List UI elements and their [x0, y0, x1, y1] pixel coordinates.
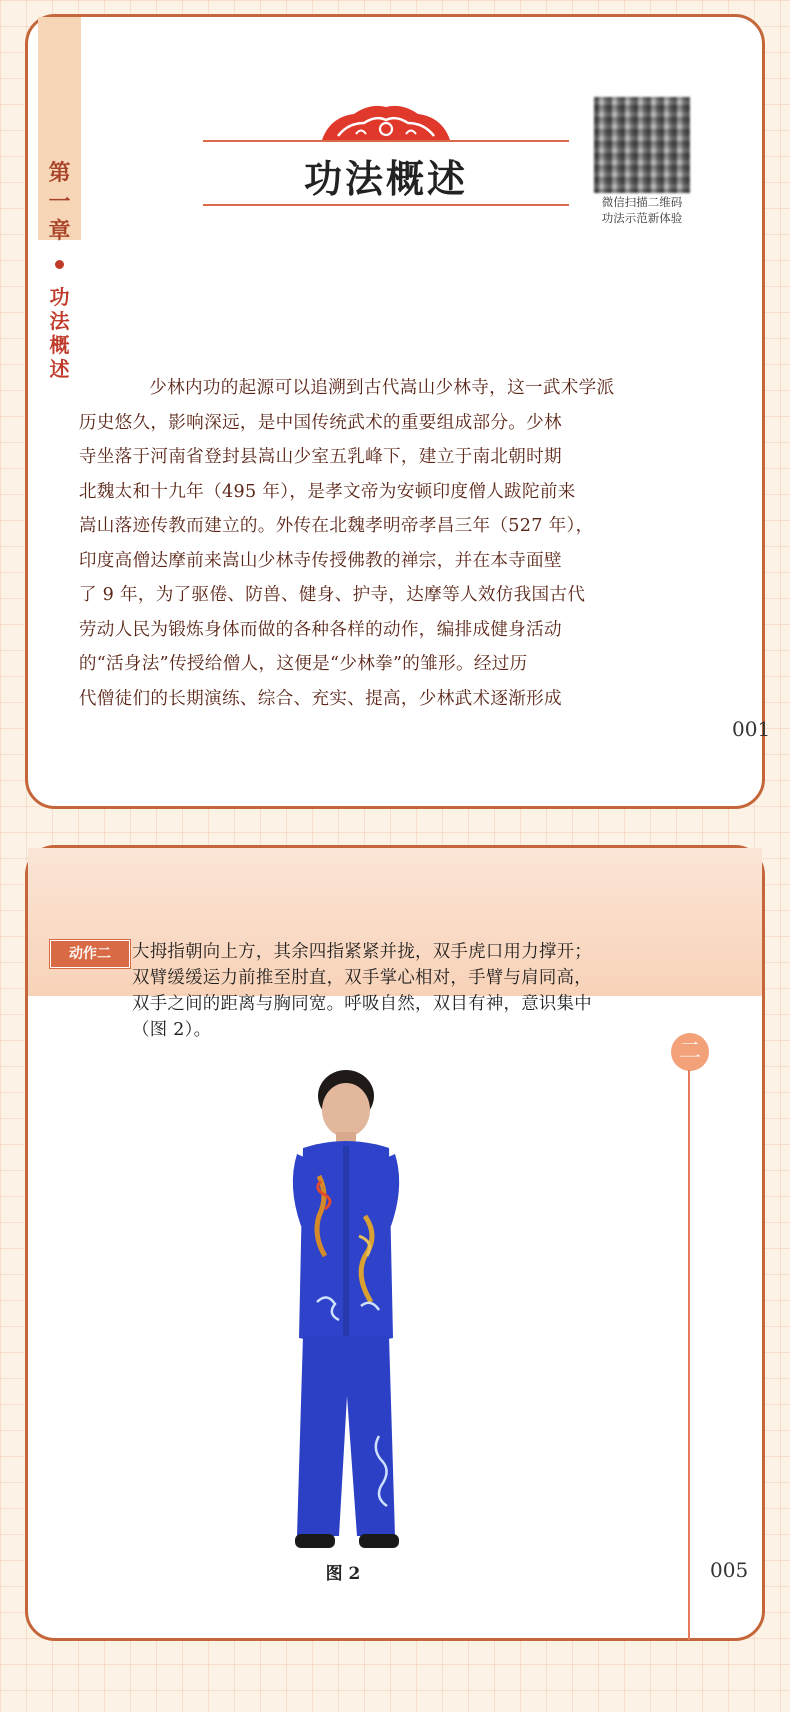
qr-code[interactable]	[594, 97, 690, 193]
text-line: 劳动人民为锻炼身体而做的各种各样的动作，编排成健身活动	[78, 619, 562, 640]
text-line: 代僧徒们的长期演练、综合、充实、提高，少林武术逐渐形成	[78, 688, 562, 709]
section-vertical-label: 功 法 概 述	[49, 285, 70, 381]
qr-caption: 微信扫描二维码 功法示范新体验	[601, 195, 683, 225]
title-bottom-rule	[203, 204, 569, 206]
bullet-dot-icon	[55, 260, 64, 269]
chapter-label: 第 一 章	[48, 160, 71, 244]
text-line: 嵩山落迹传教而建立的。外传在北魏孝明帝孝昌三年（527 年），	[78, 516, 594, 536]
page-title: 功法概述	[303, 156, 468, 201]
text-line: 双臂缓缓运力前推至肘直，双手掌心相对，手臂与肩同高，	[132, 968, 592, 988]
text-line: 北魏太和十九年（495 年），是孝文帝为安顿印度僧人跋陀前来	[78, 481, 576, 502]
book-page-005	[25, 845, 765, 1641]
book-page-001	[25, 14, 771, 809]
text-line: 大拇指朝向上方，其余四指紧紧并拢，双手虎口用力撑开；	[132, 942, 592, 962]
text-line: 寺坐落于河南省登封县嵩山少室五乳峰下，建立于南北朝时期	[78, 447, 562, 467]
text-line: （图 2）。	[132, 1020, 212, 1040]
text-line: 了 9 年，为了驱倦、防兽、健身、护寺，达摩等人效仿我国古代	[78, 585, 586, 605]
body-paragraph	[78, 371, 656, 716]
page-number: 005	[710, 1558, 749, 1582]
title-top-rule	[203, 140, 569, 142]
action-description	[132, 939, 692, 1043]
page-number: 001	[732, 717, 771, 741]
text-line: 少林内功的起源可以追溯到古代嵩山少林寺，这一武术学派	[149, 378, 615, 398]
side-chapter-marker: 二	[671, 1033, 709, 1071]
cloud-ornament-icon	[316, 101, 456, 141]
text-line: 双手之间的距离与胸同宽。呼吸自然，双目有神，意识集中	[132, 994, 592, 1014]
text-line: 的“活身法”传授给僧人，这便是“少林拳”的雏形。经过历	[78, 654, 528, 674]
text-line: 印度高僧达摩前来嵩山少林寺传授佛教的禅宗，并在本寺面壁	[78, 550, 562, 571]
text-line: 历史悠久，影响深远，是中国传统武术的重要组成部分。少林	[78, 412, 562, 433]
action-badge: 动作二	[50, 940, 130, 968]
figure-caption: 图 2	[325, 1564, 361, 1584]
side-rule	[688, 1070, 690, 1640]
figure-2-illustration	[281, 1066, 411, 1556]
